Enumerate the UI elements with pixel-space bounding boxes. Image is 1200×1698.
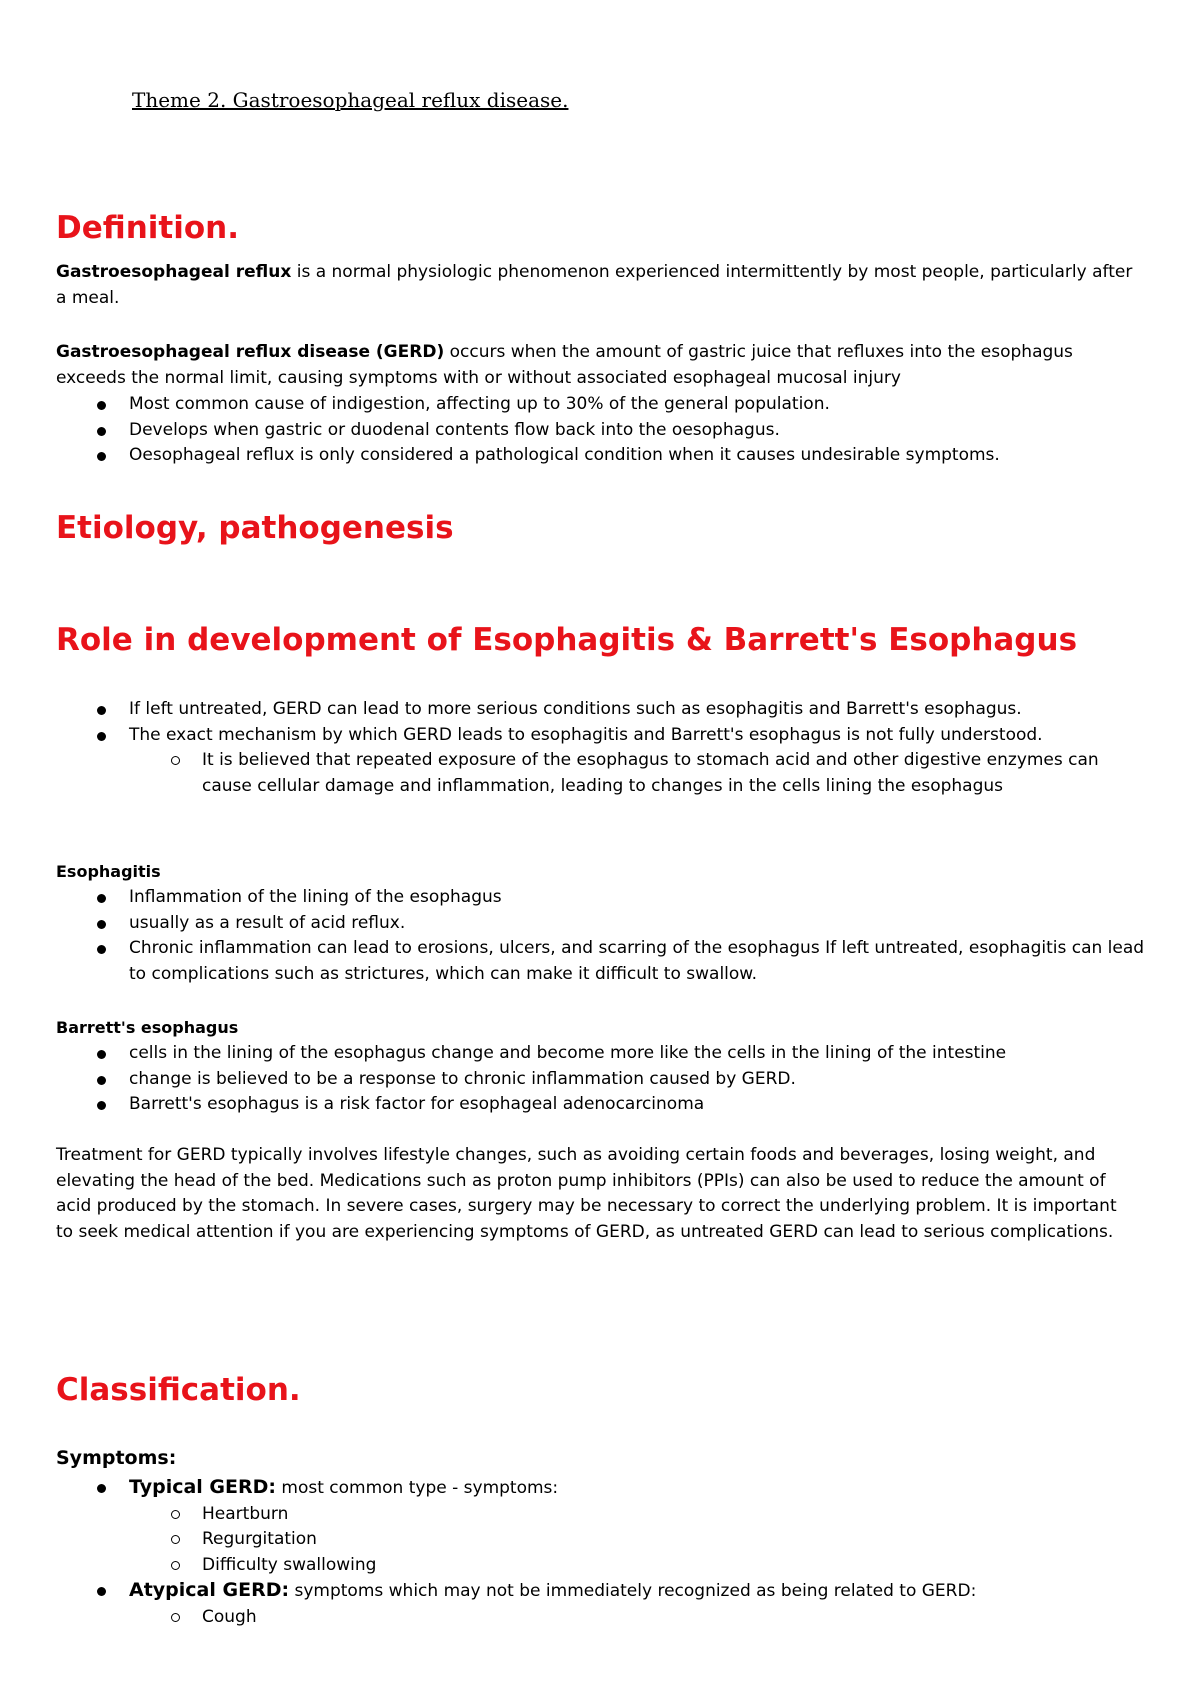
circle-bullet-icon bbox=[171, 756, 180, 765]
barretts-title: Barrett's esophagus bbox=[56, 1018, 239, 1037]
definition-heading: Definition. bbox=[56, 210, 240, 246]
list-sub-item: It is believed that repeated exposure of the esophagus to stomach acid and other digestive enzymes can cause cellular damage and inflammation, leading to changes in the cells lining the esophagus bbox=[129, 748, 1146, 799]
symptoms-title: Symptoms: bbox=[56, 1447, 177, 1469]
bullet-icon bbox=[97, 427, 106, 436]
bullet-icon bbox=[97, 1101, 106, 1110]
list-item: Oesophageal reflux is only considered a pathological condition when it causes undesirable symptoms. bbox=[56, 443, 1146, 469]
list-item: Develops when gastric or duodenal contents flow back into the oesophagus. bbox=[56, 418, 1146, 444]
list-item: Most common cause of indigestion, affecting up to 30% of the general population. bbox=[56, 392, 1146, 418]
definition-paragraph-1 bbox=[56, 259, 1136, 311]
atypical-sub-list bbox=[129, 1605, 1146, 1631]
bullet-icon bbox=[97, 894, 106, 903]
circle-bullet-icon bbox=[171, 1510, 180, 1519]
bullet-icon bbox=[97, 920, 106, 929]
role-bullet-list bbox=[56, 697, 1146, 799]
list-item: Chronic inflammation can lead to erosions, ulcers, and scarring of the esophagus If left untreated, esophagitis can lead to complications such as strictures, which can make it difficult to swallow. bbox=[56, 936, 1146, 987]
list-item: Typical GERD: most common type - symptoms: Heartburn Regurgitation Difficulty swallowing bbox=[56, 1475, 1146, 1578]
bullet-icon bbox=[97, 706, 106, 715]
bullet-icon bbox=[97, 1587, 106, 1596]
list-item: The exact mechanism by which GERD leads to esophagitis and Barrett's esophagus is not fully understood. It is believed that repeated exposure of the esophagus to stomach acid and other digestive enzymes can cause cellular damage and inflammation, leading to changes in the cells lining the esophagus bbox=[56, 723, 1146, 800]
list-sub-item: Cough bbox=[129, 1605, 1146, 1631]
list-item: Barrett's esophagus is a risk factor for esophageal adenocarcinoma bbox=[56, 1092, 1146, 1118]
circle-bullet-icon bbox=[171, 1613, 180, 1622]
list-item: If left untreated, GERD can lead to more serious conditions such as esophagitis and Barrett's esophagus. bbox=[56, 697, 1146, 723]
etiology-heading: Etiology, pathogenesis bbox=[56, 510, 454, 546]
typical-gerd-label: Typical GERD: bbox=[129, 1476, 276, 1498]
bullet-icon bbox=[97, 452, 106, 461]
classification-heading: Classification. bbox=[56, 1372, 301, 1408]
esophagitis-bullet-list bbox=[56, 885, 1146, 987]
bullet-icon bbox=[97, 1484, 106, 1493]
definition-bullet-list bbox=[56, 392, 1146, 469]
list-sub-item: Regurgitation bbox=[129, 1527, 1146, 1553]
bullet-icon bbox=[97, 1076, 106, 1085]
term-gastroesophageal-reflux: Gastroesophageal reflux bbox=[56, 262, 292, 282]
list-item: cells in the lining of the esophagus change and become more like the cells in the lining of the intestine bbox=[56, 1041, 1146, 1067]
list-item: Inflammation of the lining of the esophagus bbox=[56, 885, 1146, 911]
typical-sub-list bbox=[129, 1502, 1146, 1579]
bullet-icon bbox=[97, 732, 106, 741]
barretts-bullet-list bbox=[56, 1041, 1146, 1118]
definition-paragraph-2 bbox=[56, 339, 1136, 391]
symptoms-bullet-list bbox=[56, 1475, 1146, 1630]
definition-p2-text: occurs when the amount of gastric juice that refluxes into the esophagus exceeds the normal limit, causing symptoms with or without associated esophageal mucosal injury bbox=[56, 342, 1073, 388]
esophagitis-title: Esophagitis bbox=[56, 862, 161, 881]
role-heading: Role in development of Esophagitis & Barrett's Esophagus bbox=[56, 622, 1078, 658]
bullet-icon bbox=[97, 401, 106, 410]
role-sub-list bbox=[129, 748, 1146, 799]
list-sub-item: Heartburn bbox=[129, 1502, 1146, 1528]
list-sub-item: Difficulty swallowing bbox=[129, 1553, 1146, 1579]
bullet-icon bbox=[97, 1050, 106, 1059]
term-gerd: Gastroesophageal reflux disease (GERD) bbox=[56, 342, 445, 362]
atypical-gerd-label: Atypical GERD: bbox=[129, 1579, 290, 1601]
circle-bullet-icon bbox=[171, 1535, 180, 1544]
definition-p1-text: is a normal physiologic phenomenon experienced intermittently by most people, particularly after a meal. bbox=[56, 262, 1133, 308]
bullet-icon bbox=[97, 945, 106, 954]
list-item: Atypical GERD: symptoms which may not be immediately recognized as being related to GERD: Cough bbox=[56, 1578, 1146, 1630]
theme-title: Theme 2. Gastroesophageal reflux disease. bbox=[132, 88, 569, 112]
list-item: change is believed to be a response to chronic inflammation caused by GERD. bbox=[56, 1067, 1146, 1093]
circle-bullet-icon bbox=[171, 1561, 180, 1570]
treatment-paragraph: Treatment for GERD typically involves lifestyle changes, such as avoiding certain foods and beverages, losing weight, and elevating the head of the bed. Medications such as proton pump inhibitors (PPIs) can also be used to reduce the amount of acid produced by the stomach. In severe cases, surgery may be necessary to correct the underlying problem. It is important to seek medical attention if you are experiencing symptoms of GERD, as untreated GERD can lead to serious complications. bbox=[56, 1145, 1117, 1242]
list-item: usually as a result of acid reflux. bbox=[56, 911, 1146, 937]
